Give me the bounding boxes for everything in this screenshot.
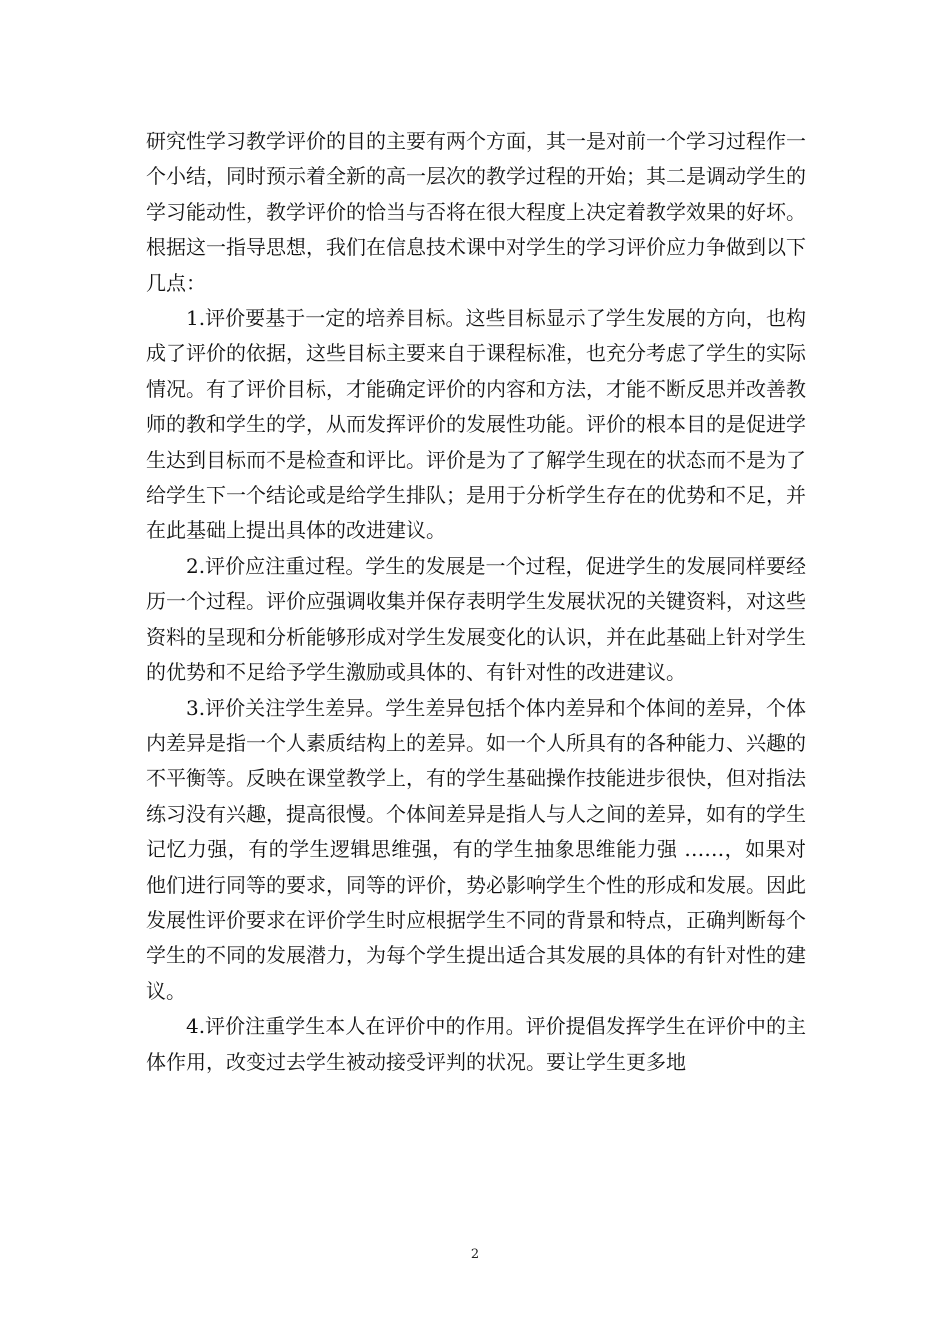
document-body	[146, 124, 806, 1080]
paragraph-intro: 研究性学习教学评价的目的主要有两个方面，其一是对前一个学习过程作一个小结，同时预示着全新的高一层次的教学过程的开始；其二是调动学生的学习能动性，教学评价的恰当与否将在很大程度上决定着教学效果的好坏。根据这一指导思想，我们在信息技术课中对学生的学习评价应力争做到以下几点：	[146, 129, 806, 295]
paragraph-point-4: 4.评价注重学生本人在评价中的作用。评价提倡发挥学生在评价中的主体作用，改变过去学生被动接受评判的状况。要让学生更多地	[146, 1014, 806, 1074]
paragraph-point-1: 1.评价要基于一定的培养目标。这些目标显示了学生发展的方向，也构成了评价的依据，这些目标主要来自于课程标准，也充分考虑了学生的实际情况。有了评价目标，才能确定评价的内容和方法，才能不断反思并改善教师的教和学生的学，从而发挥评价的发展性功能。评价的根本目的是促进学生达到目标而不是检查和评比。评价是为了了解学生现在的状态而不是为了给学生下一个结论或是给学生排队；是用于分析学生存在的优势和不足，并在此基础上提出具体的改进建议。	[146, 306, 806, 543]
page-number: 2	[470, 1247, 480, 1262]
paragraph-point-3: 3.评价关注学生差异。学生差异包括个体内差异和个体间的差异，个体内差异是指一个人素质结构上的差异。如一个人所具有的各种能力、兴趣的不平衡等。反映在课堂教学上，有的学生基础操作技能进步很快，但对指法练习没有兴趣，提高很慢。个体间差异是指人与人之间的差异，如有的学生记忆力强，有的学生逻辑思维强，有的学生抽象思维能力强 ……，如果对他们进行同等的要求，同等的评价，势必影响学生个性的形成和发展。因此发展性评价要求在评价学生时应根据学生不同的背景和特点，正确判断每个学生的不同的发展潜力，为每个学生提出适合其发展的具体的有针对性的建议。	[146, 695, 806, 1003]
paragraph-point-2: 2.评价应注重过程。学生的发展是一个过程，促进学生的发展同样要经历一个过程。评价应强调收集并保存表明学生发展状况的关键资料，对这些资料的呈现和分析能够形成对学生发展变化的认识，并在此基础上针对学生的优势和不足给予学生激励或具体的、有针对性的改进建议。	[146, 553, 806, 685]
